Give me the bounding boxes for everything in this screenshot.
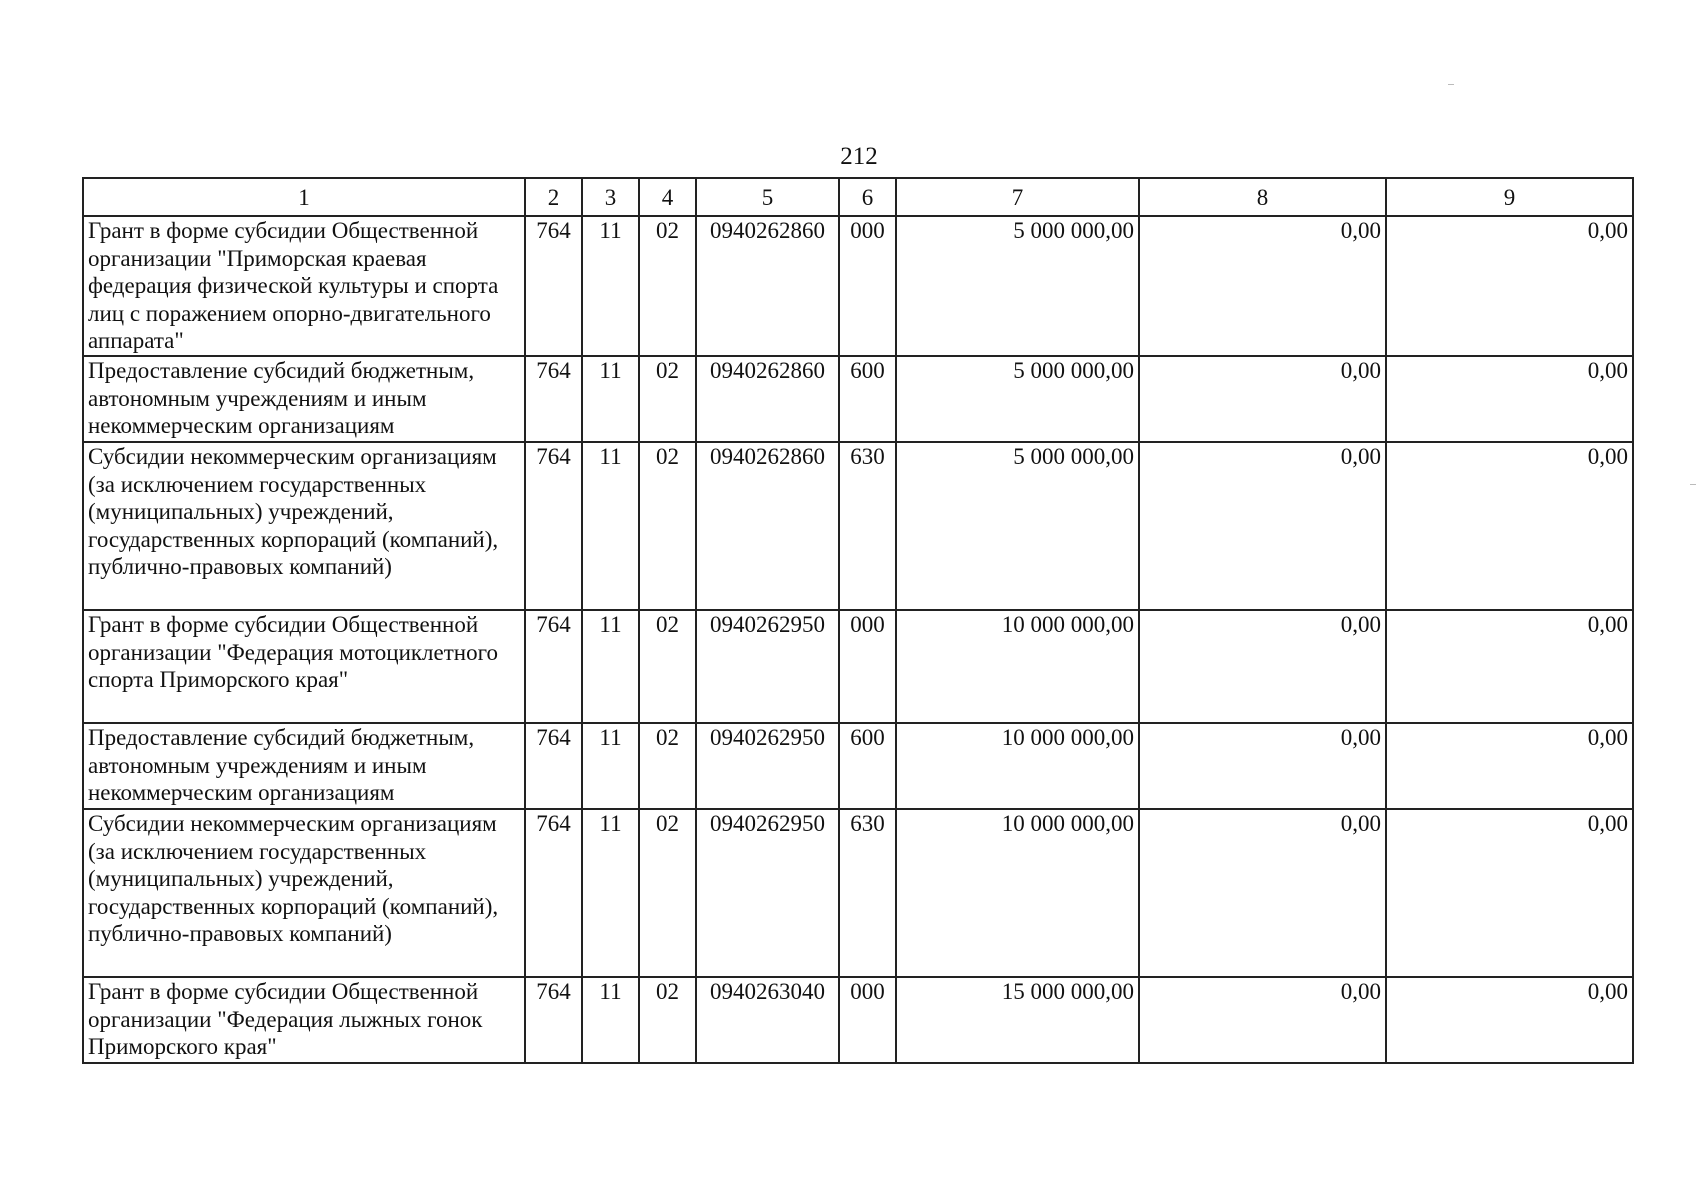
row-amount-9: 0,00 <box>1386 356 1633 442</box>
row-amount-9: 0,00 <box>1386 216 1633 356</box>
row-code-5: 0940263040 <box>696 977 839 1063</box>
row-code-3: 11 <box>582 977 639 1063</box>
row-name-cell: Предоставление субсидий бюджетным, автономным учреждениям и иным некоммерческим организациям <box>83 356 525 442</box>
row-code-6: 000 <box>839 216 896 356</box>
row-code-2: 764 <box>525 977 582 1063</box>
row-code-2: 764 <box>525 723 582 809</box>
row-code-4: 02 <box>639 356 696 442</box>
header-cell-5: 5 <box>696 178 839 216</box>
row-code-6: 630 <box>839 442 896 610</box>
row-code-5: 0940262950 <box>696 809 839 977</box>
row-name-cell: Субсидии некоммерческим организациям (за исключением государственных (муниципальных) учреждений, государственных корпораций (компаний), публично-правовых компаний) <box>83 809 525 977</box>
row-code-4: 02 <box>639 442 696 610</box>
table-row <box>83 723 1633 809</box>
table-row <box>83 610 1633 723</box>
row-name-cell: Грант в форме субсидии Общественной организации "Федерация лыжных гонок Приморского края" <box>83 977 525 1063</box>
row-amount-7: 5 000 000,00 <box>896 442 1139 610</box>
row-code-2: 764 <box>525 610 582 723</box>
row-amount-7: 10 000 000,00 <box>896 610 1139 723</box>
row-code-3: 11 <box>582 356 639 442</box>
header-cell-7: 7 <box>896 178 1139 216</box>
row-amount-7: 5 000 000,00 <box>896 216 1139 356</box>
row-code-4: 02 <box>639 809 696 977</box>
table-row <box>83 216 1633 356</box>
row-code-3: 11 <box>582 723 639 809</box>
row-amount-7: 10 000 000,00 <box>896 723 1139 809</box>
header-row <box>83 178 1633 216</box>
table-row <box>83 977 1633 1063</box>
header-cell-3: 3 <box>582 178 639 216</box>
row-code-6: 600 <box>839 723 896 809</box>
row-code-3: 11 <box>582 809 639 977</box>
row-code-4: 02 <box>639 610 696 723</box>
row-amount-9: 0,00 <box>1386 610 1633 723</box>
row-code-5: 0940262950 <box>696 610 839 723</box>
row-code-3: 11 <box>582 216 639 356</box>
table-row <box>83 442 1633 610</box>
row-amount-8: 0,00 <box>1139 610 1386 723</box>
row-amount-8: 0,00 <box>1139 356 1386 442</box>
row-code-3: 11 <box>582 442 639 610</box>
header-cell-9: 9 <box>1386 178 1633 216</box>
row-code-5: 0940262950 <box>696 723 839 809</box>
row-code-2: 764 <box>525 442 582 610</box>
row-code-5: 0940262860 <box>696 356 839 442</box>
row-code-2: 764 <box>525 356 582 442</box>
row-code-5: 0940262860 <box>696 442 839 610</box>
row-code-6: 630 <box>839 809 896 977</box>
page-number: 212 <box>840 143 878 170</box>
row-name-cell: Предоставление субсидий бюджетным, автономным учреждениям и иным некоммерческим организациям <box>83 723 525 809</box>
row-amount-9: 0,00 <box>1386 977 1633 1063</box>
row-code-4: 02 <box>639 723 696 809</box>
row-amount-9: 0,00 <box>1386 442 1633 610</box>
row-amount-7: 15 000 000,00 <box>896 977 1139 1063</box>
header-cell-2: 2 <box>525 178 582 216</box>
row-amount-8: 0,00 <box>1139 442 1386 610</box>
row-code-2: 764 <box>525 216 582 356</box>
table-row <box>83 809 1633 977</box>
row-amount-7: 5 000 000,00 <box>896 356 1139 442</box>
row-name-cell: Субсидии некоммерческим организациям (за исключением государственных (муниципальных) учреждений, государственных корпораций (компаний), публично-правовых компаний) <box>83 442 525 610</box>
row-amount-7: 10 000 000,00 <box>896 809 1139 977</box>
header-cell-8: 8 <box>1139 178 1386 216</box>
row-code-5: 0940262860 <box>696 216 839 356</box>
row-code-4: 02 <box>639 216 696 356</box>
row-code-4: 02 <box>639 977 696 1063</box>
header-cell-1: 1 <box>83 178 525 216</box>
row-amount-8: 0,00 <box>1139 809 1386 977</box>
row-code-6: 600 <box>839 356 896 442</box>
row-amount-8: 0,00 <box>1139 723 1386 809</box>
row-name-cell: Грант в форме субсидии Общественной организации "Федерация мотоциклетного спорта Приморского края" <box>83 610 525 723</box>
scan-speck <box>1690 484 1696 485</box>
row-code-6: 000 <box>839 977 896 1063</box>
row-code-2: 764 <box>525 809 582 977</box>
row-code-3: 11 <box>582 610 639 723</box>
header-cell-6: 6 <box>839 178 896 216</box>
row-amount-9: 0,00 <box>1386 723 1633 809</box>
row-code-6: 000 <box>839 610 896 723</box>
row-amount-8: 0,00 <box>1139 977 1386 1063</box>
row-amount-8: 0,00 <box>1139 216 1386 356</box>
row-amount-9: 0,00 <box>1386 809 1633 977</box>
scan-speck <box>1448 84 1454 85</box>
header-cell-4: 4 <box>639 178 696 216</box>
row-name-cell: Грант в форме субсидии Общественной организации "Приморская краевая федерация физической культуры и спорта лиц с поражением опорно-двигательного аппарата" <box>83 216 525 356</box>
table-row <box>83 356 1633 442</box>
budget-table <box>82 177 1634 1064</box>
